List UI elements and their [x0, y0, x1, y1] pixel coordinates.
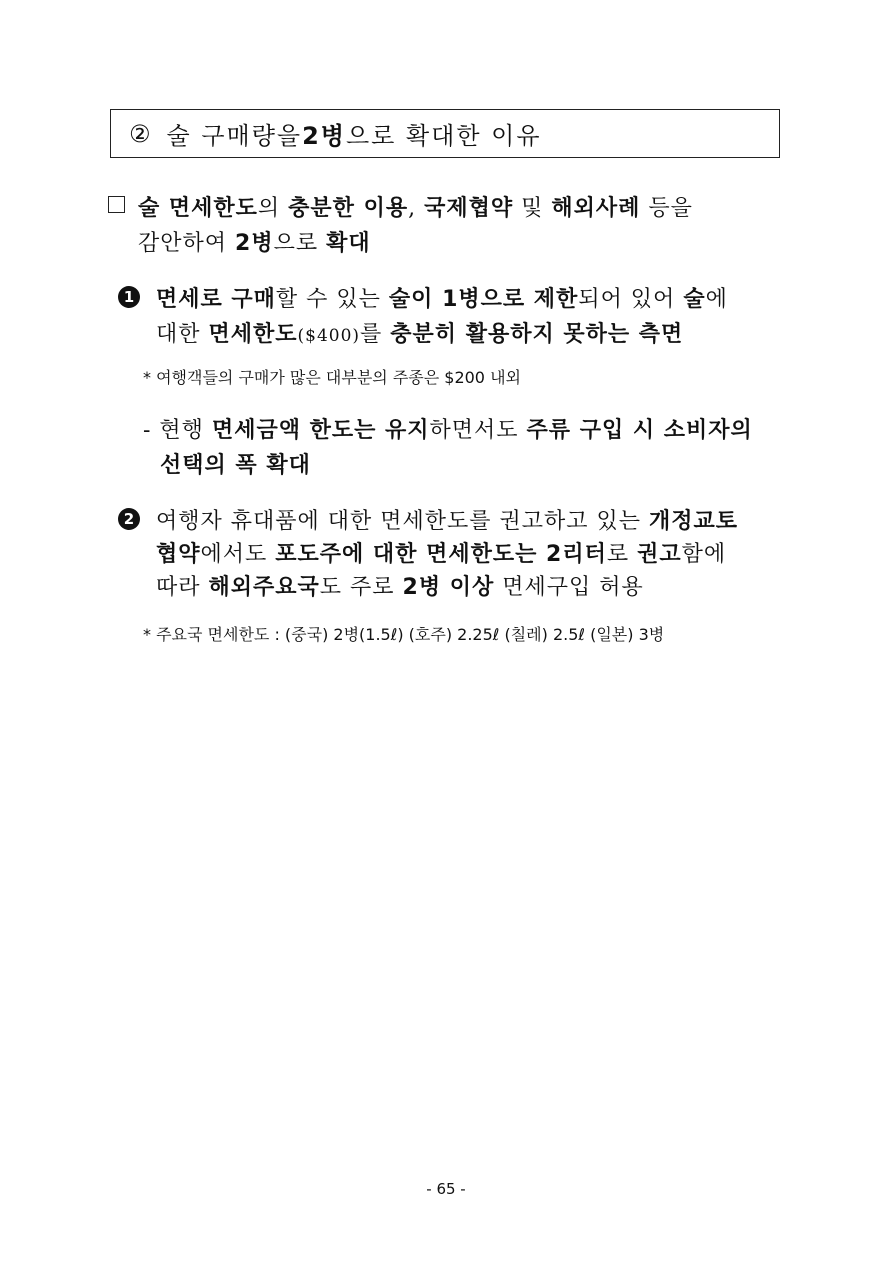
text-run: 되어 있어 [578, 287, 684, 312]
text-run: 면세한도 [208, 322, 298, 347]
text-run: 확대 [326, 231, 371, 256]
text-run: 에서도 [200, 542, 276, 567]
text-run: 술 [683, 287, 706, 312]
text-run: 면세금액 한도는 유지 [211, 418, 430, 443]
item-2-line-3 [156, 570, 644, 601]
section-heading-text-a: 술 구매량을 [166, 122, 303, 150]
text-run: 를 [360, 322, 391, 347]
text-run: , [408, 196, 425, 221]
item-2-line-1 [156, 504, 738, 535]
text-run: 로 [606, 542, 638, 567]
item-2-number: 2 [123, 510, 135, 528]
text-run: 함에 [681, 542, 727, 567]
text-run: 해외사례 [551, 196, 641, 221]
text-run: - 현행 [143, 418, 212, 443]
item-1-line-2 [156, 317, 683, 348]
item-2-number-badge [118, 508, 140, 530]
intro-line-2 [138, 226, 371, 257]
text-run: 권고 [637, 542, 682, 567]
item-2-line-2 [156, 537, 726, 568]
item-2-note: * 주요국 면세한도 : (중국) 2병(1.5ℓ) (호주) 2.25ℓ (칠레) 2.5ℓ (일본) 3병 [143, 625, 665, 644]
text-run: 등을 [640, 196, 693, 221]
text-run: 및 [513, 196, 552, 221]
text-run: 충분히 활용하지 못하는 측면 [390, 322, 684, 347]
text-run: 의 [257, 196, 289, 221]
text-run: 하면서도 [429, 418, 527, 443]
text-run: 면세로 구매 [156, 287, 276, 312]
text-run: 해외주요국 [208, 575, 320, 600]
item-1-dash-line-1 [143, 413, 753, 444]
text-run: 여행자 휴대품에 대한 면세한도를 권고하고 있는 [156, 509, 650, 534]
text-run: 술이 1병으로 제한 [388, 287, 579, 312]
text-run: ($400) [297, 326, 361, 346]
text-run: 감안하여 [138, 231, 236, 256]
text-run: 으로 [273, 231, 327, 256]
item-1-line-1 [156, 282, 728, 313]
text-run: 도 주로 [319, 575, 403, 600]
text-run: 충분한 이용 [288, 196, 409, 221]
text-run: 면세구입 허용 [494, 575, 644, 600]
text-run: 개정교토 [649, 509, 739, 534]
section-heading-text-c: 으로 확대한 이유 [345, 122, 542, 150]
checkbox-bullet [108, 196, 125, 213]
item-1-number: 1 [123, 288, 135, 306]
text-run: 2병 이상 [402, 575, 495, 600]
text-run: 협약 [156, 542, 201, 567]
section-heading-text-b: 2병 [302, 122, 346, 150]
section-marker: ② [129, 119, 153, 148]
text-run: 따라 [156, 575, 209, 600]
item-1-note: * 여행객들의 구매가 많은 대부분의 주종은 $200 내외 [143, 368, 521, 387]
text-run: 선택의 폭 확대 [160, 453, 311, 478]
item-1-dash-line-2 [160, 448, 311, 479]
text-run: 할 수 있는 [275, 287, 389, 312]
text-run: 대한 [156, 322, 209, 347]
item-1-number-badge [118, 286, 140, 308]
text-run: 주류 구입 시 소비자의 [526, 418, 753, 443]
text-run: 에 [705, 287, 728, 312]
intro-line-1 [138, 191, 693, 222]
text-run: 2병 [235, 231, 274, 256]
text-run: 국제협약 [424, 196, 514, 221]
section-heading-box [110, 109, 780, 158]
text-run: 술 면세한도 [138, 196, 258, 221]
text-run: 포도주에 대한 면세한도는 2리터 [275, 542, 607, 567]
page-number: - 65 - [426, 1180, 466, 1198]
